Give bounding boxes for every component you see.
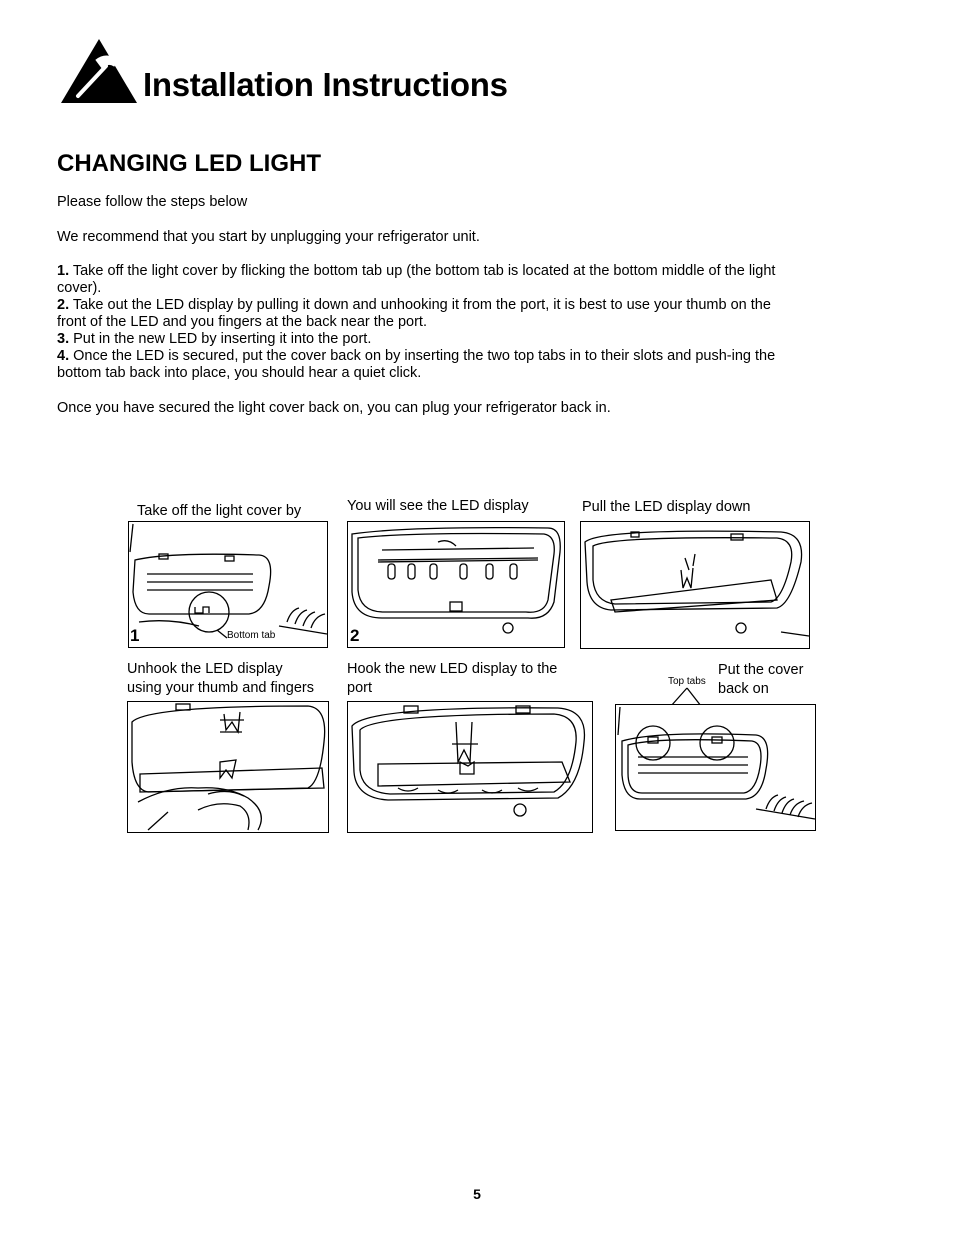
hammer-warning-icon [60,38,138,104]
step-1: 1. Take off the light cover by flicking the bottom tab up (the bottom tab is located at the bottom middle of the light cover). [57,263,776,296]
intro-text: Please follow the steps below [57,194,248,210]
figure-1-caption: Take off the light cover by [137,503,302,519]
figure-5-caption: Hook the new LED display to the port [347,661,558,696]
figure-2-caption: You will see the LED display [347,498,529,514]
figure-6-caption: Put the cover back on [718,662,804,697]
closing-text: Once you have secured the light cover back on, you can plug your refrigerator back in. [57,400,611,416]
page-number: 5 [473,1186,481,1202]
figure-1-image [128,521,328,648]
step-3: 3. Put in the new LED by inserting it into the port. [57,331,372,347]
steps-list [57,263,802,382]
unplug-recommendation: We recommend that you start by unplugging your refrigerator unit. [57,229,480,245]
page-title: Installation Instructions [143,66,508,103]
figure-1-number: 1 [130,626,140,645]
step-4: 4. Once the LED is secured, put the cover back on by inserting the two top tabs in to their slots and push-ing the bottom tab back into place, you should hear a quiet click. [57,348,776,381]
section-title: CHANGING LED LIGHT [57,150,321,177]
figure-5-image [347,701,593,833]
figure-4-caption: Unhook the LED display using your thumb and fingers [127,661,314,696]
step-2: 2. Take out the LED display by pulling it down and unhooking it from the port, it is best to use your thumb on the front of the LED and you fingers at the back near the port. [57,297,771,330]
figure-2-number: 2 [350,626,360,645]
figure-4-image [127,701,329,833]
bottom-tab-label: Bottom tab [227,630,276,641]
figure-6-image [615,704,816,831]
figure-3-caption: Pull the LED display down [582,499,751,515]
top-tabs-label: Top tabs [668,676,706,687]
figure-3-image [580,521,810,649]
figure-2-image [347,521,565,648]
